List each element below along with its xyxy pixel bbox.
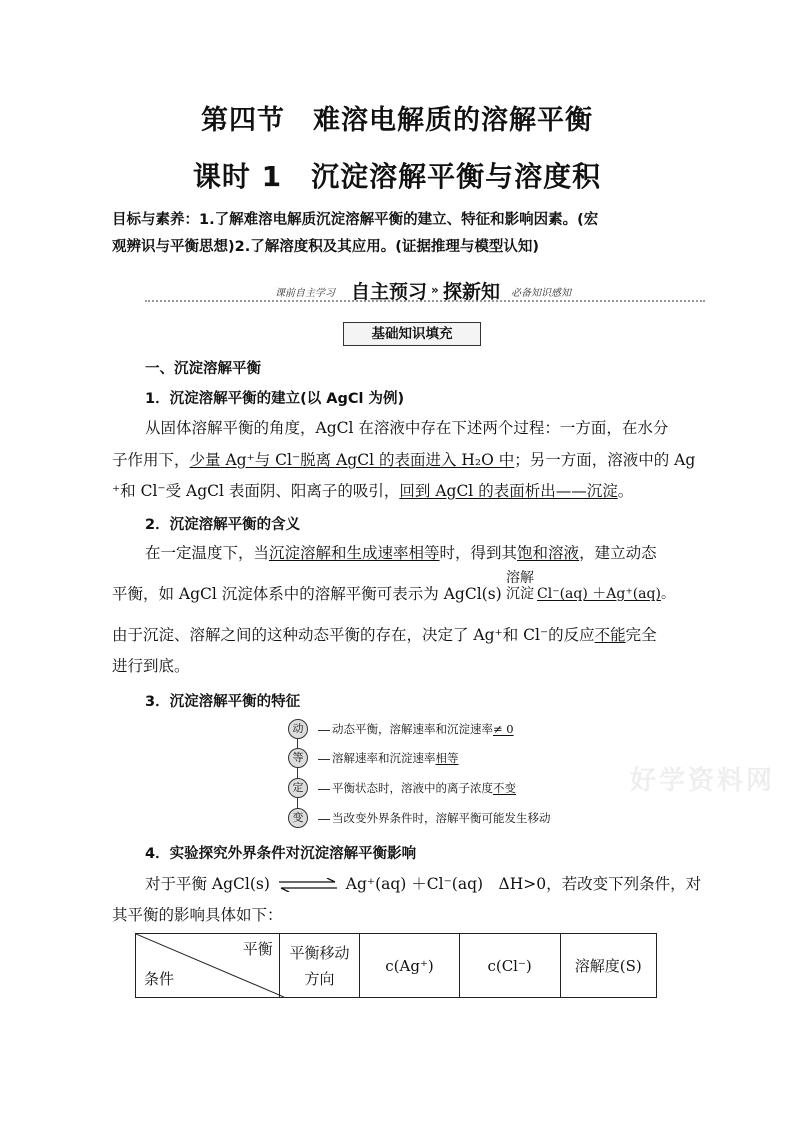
text: 完全 [625, 626, 657, 644]
text: 在一定温度下，当 [145, 544, 270, 562]
subheading-2: 2．沉淀溶解平衡的含义 [145, 517, 301, 533]
table-diagonal-header [136, 934, 280, 998]
section-title: 第四节 难溶电解质的溶解平衡 [201, 105, 593, 136]
answer-blank: 少量 Ag⁺与 Cl⁻脱离 AgCl 的表面进入 H₂O 中 [189, 451, 515, 469]
feature-text: 当改变外界条件时，溶解平衡可能发生移动 [332, 811, 551, 825]
banner-left-text: 课前自主学习 [275, 288, 335, 299]
para1-line3 [112, 481, 633, 501]
answer-blank: 相等 [435, 751, 459, 765]
feature-char: 动 [288, 719, 308, 739]
watermark: 好学资料网 [630, 766, 776, 796]
para2-line4: 进行到底。 [112, 657, 190, 675]
feature-text: 溶解速率和沉淀速率 [332, 751, 436, 765]
answer-blank: 饱和溶液 [517, 544, 580, 562]
arrow-label-bottom: 沉淀 [506, 586, 534, 602]
text: 由于沉淀、溶解之间的这种动态平衡的存在，决定了 Ag⁺和 Cl⁻的反应 [112, 626, 595, 644]
diag-top-label: 平衡 [242, 940, 273, 958]
text: 。 [660, 586, 675, 602]
feature-text: 动态平衡，溶解速率和沉淀速率 [332, 722, 493, 736]
diag-bottom-label: 条件 [144, 970, 175, 988]
para4-line2: 其平衡的影响具体如下： [112, 906, 283, 924]
text: ⁺和 Cl⁻受 AgCl 表面阴、阳离子的吸引， [112, 482, 400, 500]
answer-blank: ≠ 0 [493, 722, 514, 736]
para4-line1 [145, 874, 701, 894]
section-banner [145, 278, 705, 308]
table-header: c(Cl⁻) [459, 934, 560, 998]
equilibrium-arrow [503, 570, 537, 602]
text: 平衡，如 AgCl 沉淀体系中的溶解平衡可表示为 AgCl(s) [112, 585, 502, 603]
text: Ag⁺(aq) ＋Cl⁻(aq) ΔH>0，若改变下列条件，对 [345, 875, 702, 893]
equation-rhs [537, 584, 675, 604]
text: 对于平衡 AgCl(s) [145, 875, 270, 893]
feature-text: 平衡状态时，溶液中的离子浓度 [332, 781, 493, 795]
para1-line2 [112, 450, 695, 470]
feature-char: 定 [288, 778, 308, 798]
arrow-label-top: 溶解 [506, 570, 534, 586]
para2-line1 [145, 543, 657, 563]
heading-1: 一、沉淀溶解平衡 [145, 361, 261, 377]
text: 时，得到其 [439, 544, 518, 562]
feature-char: 等 [288, 748, 308, 768]
answer-blank: 不变 [493, 781, 516, 795]
equilibrium-arrows-icon [277, 878, 339, 892]
arrow-icon: » [431, 283, 439, 297]
text: ；另一方面，溶液中的 Ag [514, 451, 696, 469]
lesson-title: 课时 1 沉淀溶解平衡与溶度积 [192, 160, 602, 193]
section-tag: 基础知识填充 [343, 322, 481, 346]
text: 。 [617, 482, 634, 500]
banner-main-b: 探新知 [443, 281, 501, 303]
answer-blank: Cl⁻(aq) ＋Ag⁺(aq) [537, 586, 661, 602]
answer-blank: 回到 AgCl 的表面析出——沉淀 [399, 482, 618, 500]
banner-main-a: 自主预习 [351, 281, 428, 303]
answer-blank: 不能 [594, 626, 626, 644]
subheading-4: 4．实验探究外界条件对沉淀溶解平衡影响 [145, 846, 417, 862]
table-header: 平衡移动 方向 [279, 934, 360, 998]
answer-blank: 沉淀溶解和生成速率相等 [269, 544, 440, 562]
table-header: c(Ag⁺) [360, 934, 459, 998]
subheading-1: 1．沉淀溶解平衡的建立(以 AgCl 为例) [145, 391, 405, 407]
feature-char: 变 [288, 808, 308, 828]
goals-line-2: 观辨识与平衡思想)2.了解溶度积及其应用。(证据推理与模型认知) [112, 239, 539, 255]
para2-line2 [112, 584, 502, 604]
para1-line1: 从固体溶解平衡的角度，AgCl 在溶液中存在下述两个过程：一方面，在水分 [145, 419, 669, 437]
para2-line3 [112, 625, 657, 645]
text: 子作用下， [112, 451, 190, 469]
effect-table [135, 933, 657, 998]
goals-line-1: 目标与素养：1.了解难溶电解质沉淀溶解平衡的建立、特征和影响因素。(宏 [112, 212, 599, 228]
text: ，建立动态 [579, 544, 657, 562]
subheading-3: 3．沉淀溶解平衡的特征 [145, 694, 301, 710]
banner-right-text: 必备知识感知 [511, 288, 571, 299]
table-header: 溶解度(S) [560, 934, 656, 998]
